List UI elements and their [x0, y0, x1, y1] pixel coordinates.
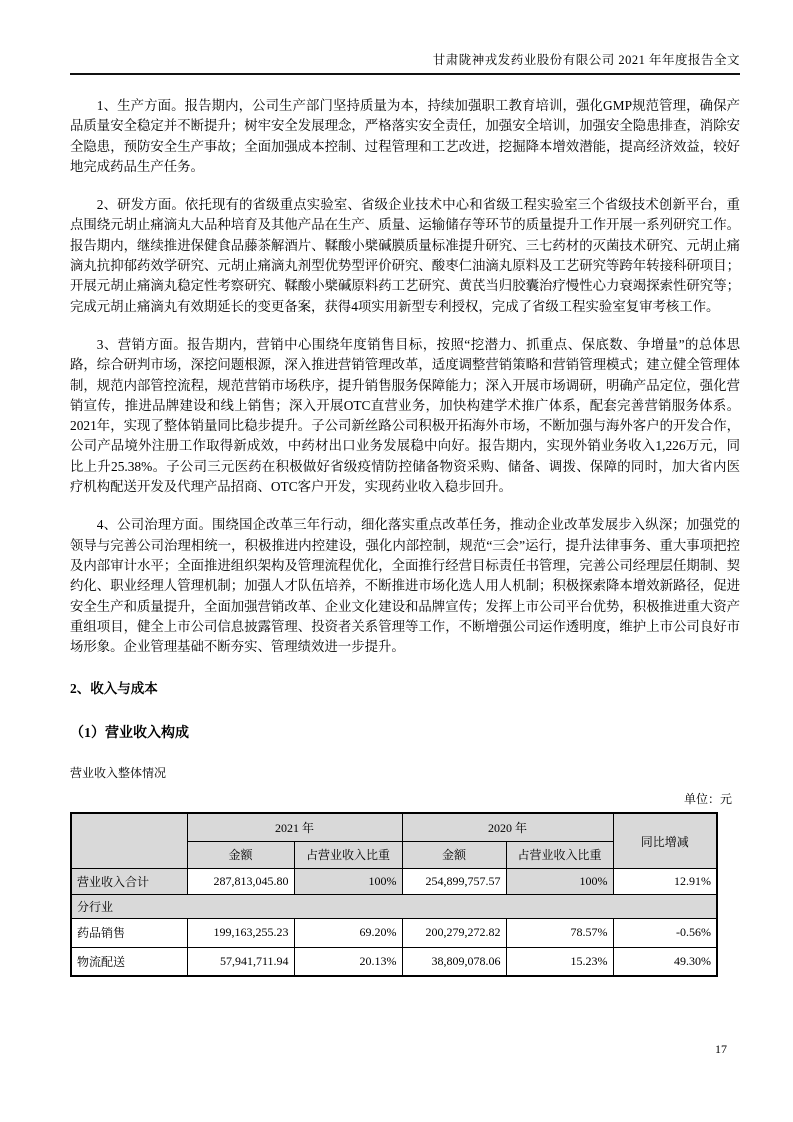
- revenue-table: [70, 812, 718, 977]
- row-total-share-2021: 100%: [294, 868, 402, 894]
- table-section-row-by-industry: [71, 894, 717, 918]
- row-drug-sales-amount-2021: 199,163,255.23: [187, 918, 294, 947]
- row-drug-sales-yoy: -0.56%: [613, 918, 717, 947]
- table-row-logistics: [71, 947, 717, 976]
- paragraph-production: 1、生产方面。报告期内，公司生产部门坚持质量为本，持续加强职工教育培训，强化GMP规范管理，确保产品质量安全稳定并不断提升；树牢安全发展理念，严格落实安全责任，加强安全培训，加强安全隐患排查，消除安全隐患，预防安全生产事故；全面加强成本控制、过程管理和工艺改进，挖掘降本增效潜能，提高经济效益，较好地完成药品生产任务。: [70, 98, 740, 174]
- table-header-row-years: [71, 813, 717, 841]
- table-header-share-2020: 占营业收入比重: [506, 841, 613, 868]
- row-total-share-2020: 100%: [506, 868, 613, 894]
- section-row-label: 分行业: [71, 894, 717, 918]
- row-logistics-share-2020: 15.23%: [506, 947, 613, 976]
- table-header-share-2021: 占营业收入比重: [294, 841, 402, 868]
- table-header-year-2020: 2020 年: [402, 813, 613, 841]
- section-heading-revenue-and-cost: 2、收入与成本: [70, 681, 158, 697]
- paragraph-marketing: 3、营销方面。报告期内，营销中心围绕年度销售目标，按照“挖潜力、抓重点、保底数、争增量”的总体思路，综合研判市场，深挖问题根源，深入推进营销管理改革，适度调整营销策略和营销管理模式；建立健全管理体制，规范内部管控流程，规范营销市场秩序，提升销售服务保障能力；深入开展市场调研，明确产品定位，强化营销宣传，推进品牌建设和线上销售；深入开展OTC直营业务，加快构建学术推广体系，配套完善营销服务体系。2021年，实现了整体销量同比稳步提升。子公司新丝路公司积极开拓海外市场，不断加强与海外客户的开发合作，公司产品境外注册工作取得新成效，中药材出口业务发展稳中向好。报告期内，实现外销业务收入1,226万元，同比上升25.38%。子公司三元医药在积极做好省级疫情防控储备物资采购、储备、调拨、保障的同时，加大省内医疗机构配送开发及代理产品招商、OTC客户开发，实现药业收入稳步回升。: [70, 336, 740, 495]
- report-body: [70, 78, 740, 977]
- row-logistics-label: 物流配送: [71, 947, 187, 976]
- row-logistics-amount-2020: 38,809,078.06: [402, 947, 506, 976]
- table-header-amount-2021: 金额: [187, 841, 294, 868]
- paragraph-governance: 4、公司治理方面。围绕国企改革三年行动，细化落实重点改革任务，推动企业改革发展步入纵深；加强党的领导与完善公司治理相统一，积极推进内控建设，强化内部控制，规范“三会”运行，提升法律事务、重大事项把控及内部审计水平；全面推进组织架构及管理流程优化，全面推行经营目标责任书管理，完善公司经理层任期制、契约化、职业经理人管理机制；加强人才队伍培养，不断推进市场化选人用人机制；积极探索降本增效新路径，促进安全生产和质量提升，全面加强营销改革、企业文化建设和品牌宣传；发挥上市公司平台优势，积极推进重大资产重组项目，健全上市公司信息披露管理、投资者关系管理等工作，不断增强公司运作透明度，维护上市公司良好市场形象。企业管理基础不断夯实、管理绩效进一步提升。: [70, 517, 740, 655]
- table-header-blank-cell: [71, 813, 187, 868]
- row-total-amount-2020: 254,899,757.57: [402, 868, 506, 894]
- row-drug-sales-share-2021: 69.20%: [294, 918, 402, 947]
- row-logistics-yoy: 49.30%: [613, 947, 717, 976]
- row-drug-sales-amount-2020: 200,279,272.82: [402, 918, 506, 947]
- table-header-yoy: 同比增减: [613, 813, 717, 868]
- paragraph-research: 2、研发方面。依托现有的省级重点实验室、省级企业技术中心和省级工程实验室三个省级技术创新平台，重点围绕元胡止痛滴丸大品种培育及其他产品在生产、质量、运输储存等环节的质量提升工作开展一系列研究工作。报告期内，继续推进保健食品藤茶解酒片、鞣酸小檗碱膜质量标准提升研究、三七药材的灭菌技术研究、元胡止痛滴丸抗抑郁药效学研究、元胡止痛滴丸剂型优势型评价研究、酸枣仁油滴丸原料及工艺研究等跨年转接科研项目；开展元胡止痛滴丸稳定性考察研究、鞣酸小檗碱原料药工艺研究、黄芪当归胶囊治疗慢性心力衰竭探索性研究等；完成元胡止痛滴丸有效期延长的变更备案，获得4项实用新型专利授权，完成了省级工程实验室复审考核工作。: [70, 197, 740, 314]
- row-total-amount-2021: 287,813,045.80: [187, 868, 294, 894]
- row-logistics-amount-2021: 57,941,711.94: [187, 947, 294, 976]
- row-total-label: 营业收入合计: [71, 868, 187, 894]
- table-row-drug-sales: [71, 918, 717, 947]
- table-row-total: [71, 868, 717, 894]
- row-drug-sales-label: 药品销售: [71, 918, 187, 947]
- table-header-year-2021: 2021 年: [187, 813, 402, 841]
- page-number: 17: [715, 1042, 727, 1056]
- table-caption: 营业收入整体情况: [70, 766, 167, 781]
- row-drug-sales-share-2020: 78.57%: [506, 918, 613, 947]
- report-header-title: 甘肃陇神戎发药业股份有限公司 2021 年年度报告全文: [70, 50, 740, 75]
- subsection-heading-revenue-composition: （1）营业收入构成: [70, 726, 189, 742]
- row-total-yoy: 12.91%: [613, 868, 717, 894]
- row-logistics-share-2021: 20.13%: [294, 947, 402, 976]
- table-header-amount-2020: 金额: [402, 841, 506, 868]
- unit-label: 单位：元: [683, 792, 732, 807]
